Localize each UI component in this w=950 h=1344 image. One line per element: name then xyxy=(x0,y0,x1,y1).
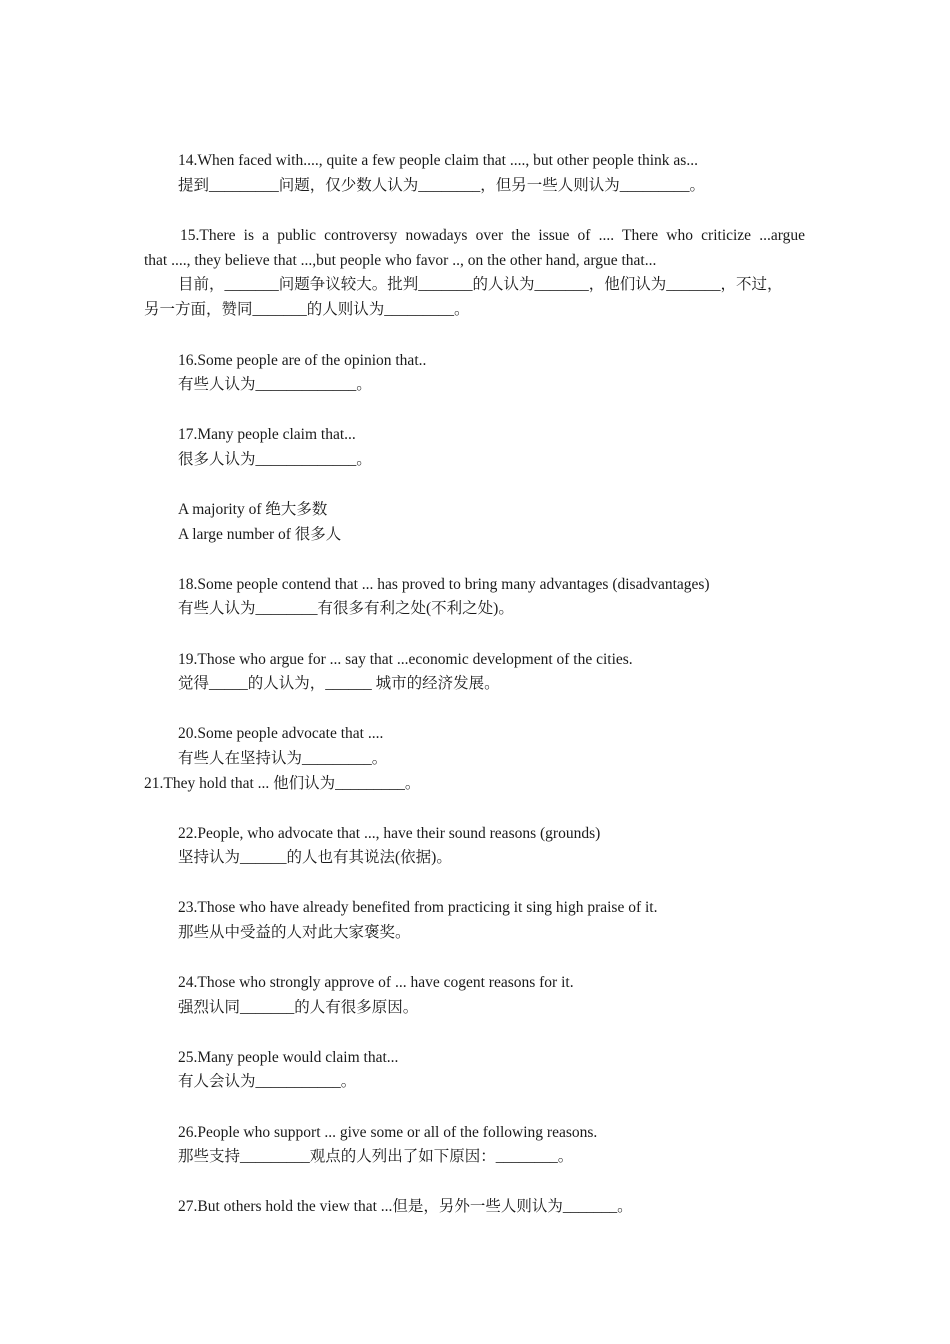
item-18-chinese: 有些人认为________有很多有利之处(不利之处)。 xyxy=(178,600,514,617)
item-15-chinese-line1: 目前，_______问题争议较大。批判_______的人认为_______，他们认为_______，不过， xyxy=(178,276,783,293)
item-26-english: 26.People who support ... give some or all of the following reasons. xyxy=(178,1124,598,1141)
item-21: 21.They hold that ... 他们认为_________。 xyxy=(144,775,421,792)
item-14-english: 14.When faced with...., quite a few people claim that ...., but other people think as... xyxy=(178,152,698,169)
item-23-chinese: 那些从中受益的人对此大家褒奖。 xyxy=(178,924,411,941)
item-18-english: 18.Some people contend that ... has proved to bring many advantages (disadvantages) xyxy=(178,576,710,593)
item-15-english-line1: 15.There is a public controversy nowadays over the issue of .... There who criticize ...argue xyxy=(180,227,805,244)
item-25-english: 25.Many people would claim that... xyxy=(178,1049,399,1066)
item-22-chinese: 坚持认为______的人也有其说法(依据)。 xyxy=(178,849,452,866)
item-19-english: 19.Those who argue for ... say that ...economic development of the cities. xyxy=(178,651,633,668)
phrase-majority: A majority of 绝大多数 xyxy=(178,501,328,518)
item-27: 27.But others hold the view that ...但是，另外一些人则认为_______。 xyxy=(178,1198,633,1215)
item-17-chinese: 很多人认为_____________。 xyxy=(178,451,372,468)
item-15-english-line2: that ...., they believe that ...,but people who favor .., on the other hand, argue that... xyxy=(144,252,657,269)
item-24-english: 24.Those who strongly approve of ... have cogent reasons for it. xyxy=(178,974,574,991)
item-25-chinese: 有人会认为___________。 xyxy=(178,1073,357,1090)
item-20-chinese: 有些人在坚持认为_________。 xyxy=(178,750,388,767)
item-17-english: 17.Many people claim that... xyxy=(178,426,356,443)
item-19-chinese: 觉得_____的人认为，______ 城市的经济发展。 xyxy=(178,675,500,692)
item-20-english: 20.Some people advocate that .... xyxy=(178,725,384,742)
item-23-english: 23.Those who have already benefited from practicing it sing high praise of it. xyxy=(178,899,658,916)
item-14-chinese: 提到_________问题，仅少数人认为________，但另一些人则认为_________。 xyxy=(178,177,706,194)
item-16-chinese: 有些人认为_____________。 xyxy=(178,376,372,393)
item-26-chinese: 那些支持_________观点的人列出了如下原因：________。 xyxy=(178,1148,574,1165)
item-22-english: 22.People, who advocate that ..., have their sound reasons (grounds) xyxy=(178,825,601,842)
phrase-large-number: A large number of 很多人 xyxy=(178,526,342,543)
item-16-english: 16.Some people are of the opinion that.. xyxy=(178,352,427,369)
item-24-chinese: 强烈认同_______的人有很多原因。 xyxy=(178,999,419,1016)
item-15-chinese-line2: 另一方面，赞同_______的人则认为_________。 xyxy=(144,301,470,318)
